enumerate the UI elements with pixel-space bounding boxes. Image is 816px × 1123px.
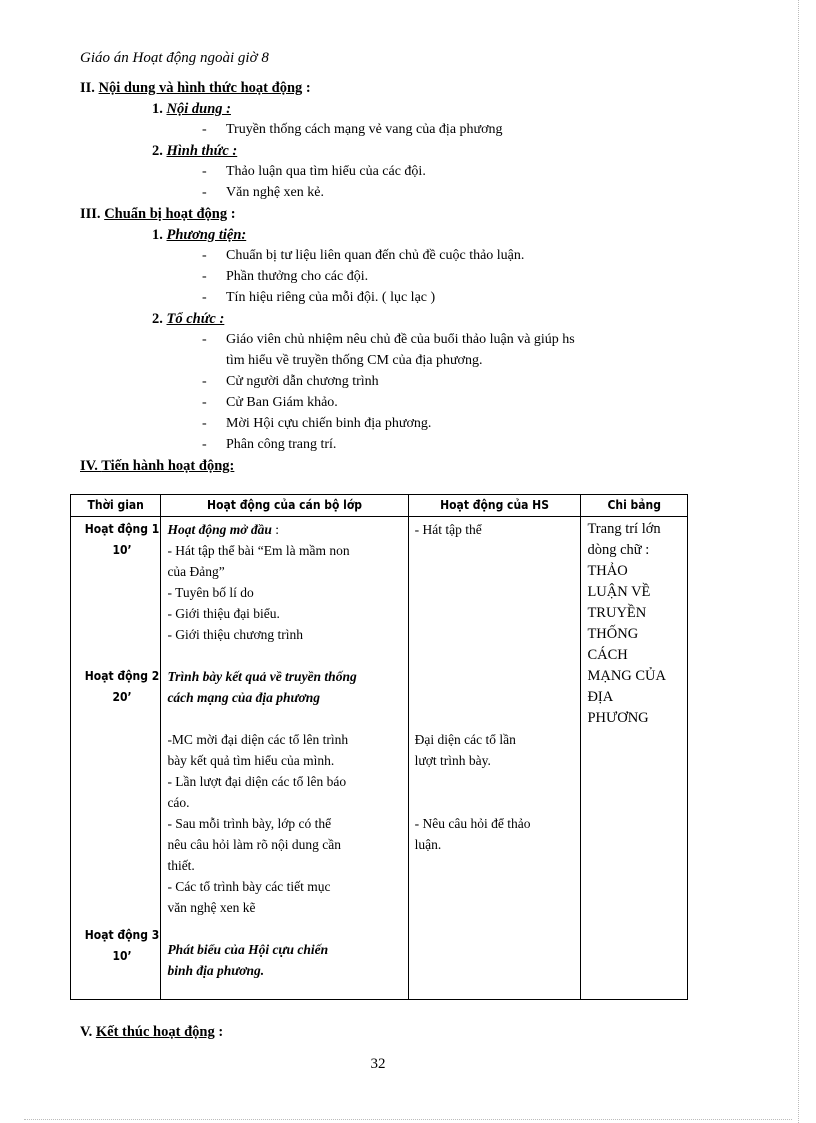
- column-header-class-leader: Hoạt động của cán bộ lớp: [161, 495, 408, 517]
- section-ii-title: Nội dung và hình thức hoạt động: [98, 80, 303, 96]
- section-iv-number: IV.: [80, 458, 102, 474]
- section-iii-sub2-heading: [152, 311, 224, 328]
- table-header-row: [71, 495, 688, 517]
- class-leader-activity-cell: [161, 517, 408, 1000]
- activity-1-content: Hoạt động mở đầu : - Hát tập thể bài “Em là mầm non của Đảng” - Tuyên bố lí do - Giới thiệu đại biểu. - Giới thiệu chương trình: [167, 522, 350, 642]
- activity-1-title: Hoạt động mở đầu: [167, 522, 272, 537]
- section-iv-title: Tiến hành hoạt động:: [101, 458, 235, 474]
- list-item: - Phân công trang trí.: [202, 437, 337, 452]
- section-ii-heading: [80, 80, 311, 97]
- sub-number: 1.: [152, 227, 167, 243]
- student-activity-2: Đại diện các tổ lần lượt trình bày.: [414, 732, 516, 768]
- section-iii-heading: [80, 206, 236, 223]
- list-item: - Chuẩn bị tư liệu liên quan đến chủ đề cuộc thảo luận.: [202, 248, 525, 263]
- student-activity-3: - Nêu câu hỏi để thảo luận.: [414, 816, 531, 852]
- column-header-students: Hoạt động của HS: [408, 495, 581, 517]
- page-number: 32: [370, 1056, 386, 1072]
- list-item: - Tín hiệu riêng của mỗi đội. ( lục lạc ): [202, 290, 436, 305]
- time-cell: [71, 517, 161, 1000]
- sub-number: 2.: [152, 311, 167, 327]
- student-activity-cell: [408, 517, 581, 1000]
- list-item: - Cử Ban Giám khảo.: [202, 395, 338, 410]
- section-iii-number: III.: [80, 206, 105, 222]
- section-ii-colon: :: [302, 80, 311, 96]
- list-item: - Cử người dẫn chương trình: [202, 374, 379, 389]
- column-header-time: Thời gian: [71, 495, 161, 517]
- list-item-continuation: tìm hiểu về truyền thống CM của địa phương.: [226, 353, 483, 368]
- activity-3-time: Hoạt động 3 10’: [84, 928, 160, 963]
- list-item: - Truyền thống cách mạng vẻ vang của địa phương: [202, 122, 503, 137]
- section-iii-title: Chuẩn bị hoạt động: [104, 206, 228, 222]
- list-item: - Thảo luận qua tìm hiểu của các đội.: [202, 164, 426, 179]
- activity-2-title: Trình bày kết quả về truyền thống cách mạng của địa phương: [167, 669, 357, 705]
- section-iii-sub1-heading: [152, 227, 246, 244]
- activity-table: [70, 494, 688, 1000]
- list-item: - Văn nghệ xen kẻ.: [202, 185, 324, 200]
- list-item: - Giáo viên chủ nhiệm nêu chủ đề của buổi thảo luận và giúp hs: [202, 332, 575, 347]
- section-v-number: V.: [80, 1024, 96, 1040]
- sub-label: Nội dung :: [166, 101, 231, 117]
- section-v-colon: :: [214, 1024, 224, 1040]
- column-header-board: Chi bảng: [581, 495, 688, 517]
- page-header-title: Giáo án Hoạt động ngoài giờ 8: [80, 50, 269, 66]
- section-ii-sub2-heading: [152, 143, 237, 160]
- section-iii-colon: :: [227, 206, 236, 222]
- section-ii-number: II.: [80, 80, 99, 96]
- section-v-heading: [80, 1024, 223, 1041]
- table-row: [71, 517, 688, 1000]
- sub-number: 1.: [152, 101, 167, 117]
- list-item: - Phần thưởng cho các đội.: [202, 269, 369, 284]
- activity-3-title: Phát biểu của Hội cựu chiến binh địa phương.: [167, 942, 329, 978]
- activity-2-time: Hoạt động 2 20’: [84, 669, 160, 704]
- page-bottom-border: [24, 1119, 792, 1120]
- section-v-title: Kết thúc hoạt động: [95, 1024, 215, 1040]
- sub-label: Tổ chức :: [166, 311, 225, 327]
- page-right-border: [798, 0, 799, 1123]
- section-ii-sub1-heading: [152, 101, 231, 118]
- student-activity-1: - Hát tập thể: [414, 522, 482, 537]
- section-iv-heading: [80, 458, 234, 475]
- sub-number: 2.: [152, 143, 167, 159]
- sub-label: Hình thức :: [166, 143, 238, 159]
- board-text: Trang trí lớn dòng chữ : THẢO LUẬN VỀ TRUYỀN THỐNG CÁCH MẠNG CỦA ĐỊA PHƯƠNG: [587, 521, 666, 726]
- list-item: - Mời Hội cựu chiến binh địa phương.: [202, 416, 432, 431]
- sub-label: Phương tiện:: [166, 227, 247, 243]
- activity-2-content: -MC mời đại diện các tổ lên trình bày kết quả tìm hiểu của mình. - Lần lượt đại diện các tổ lên báo cáo. - Sau mỗi trình bày, lớp có thể nêu câu hỏi làm rõ nội dung cần thiết. - Các tổ trình bày các tiết mục văn nghệ xen kẽ: [167, 732, 349, 915]
- activity-1-time: Hoạt động 1 10’: [84, 522, 160, 557]
- board-cell: [581, 517, 688, 1000]
